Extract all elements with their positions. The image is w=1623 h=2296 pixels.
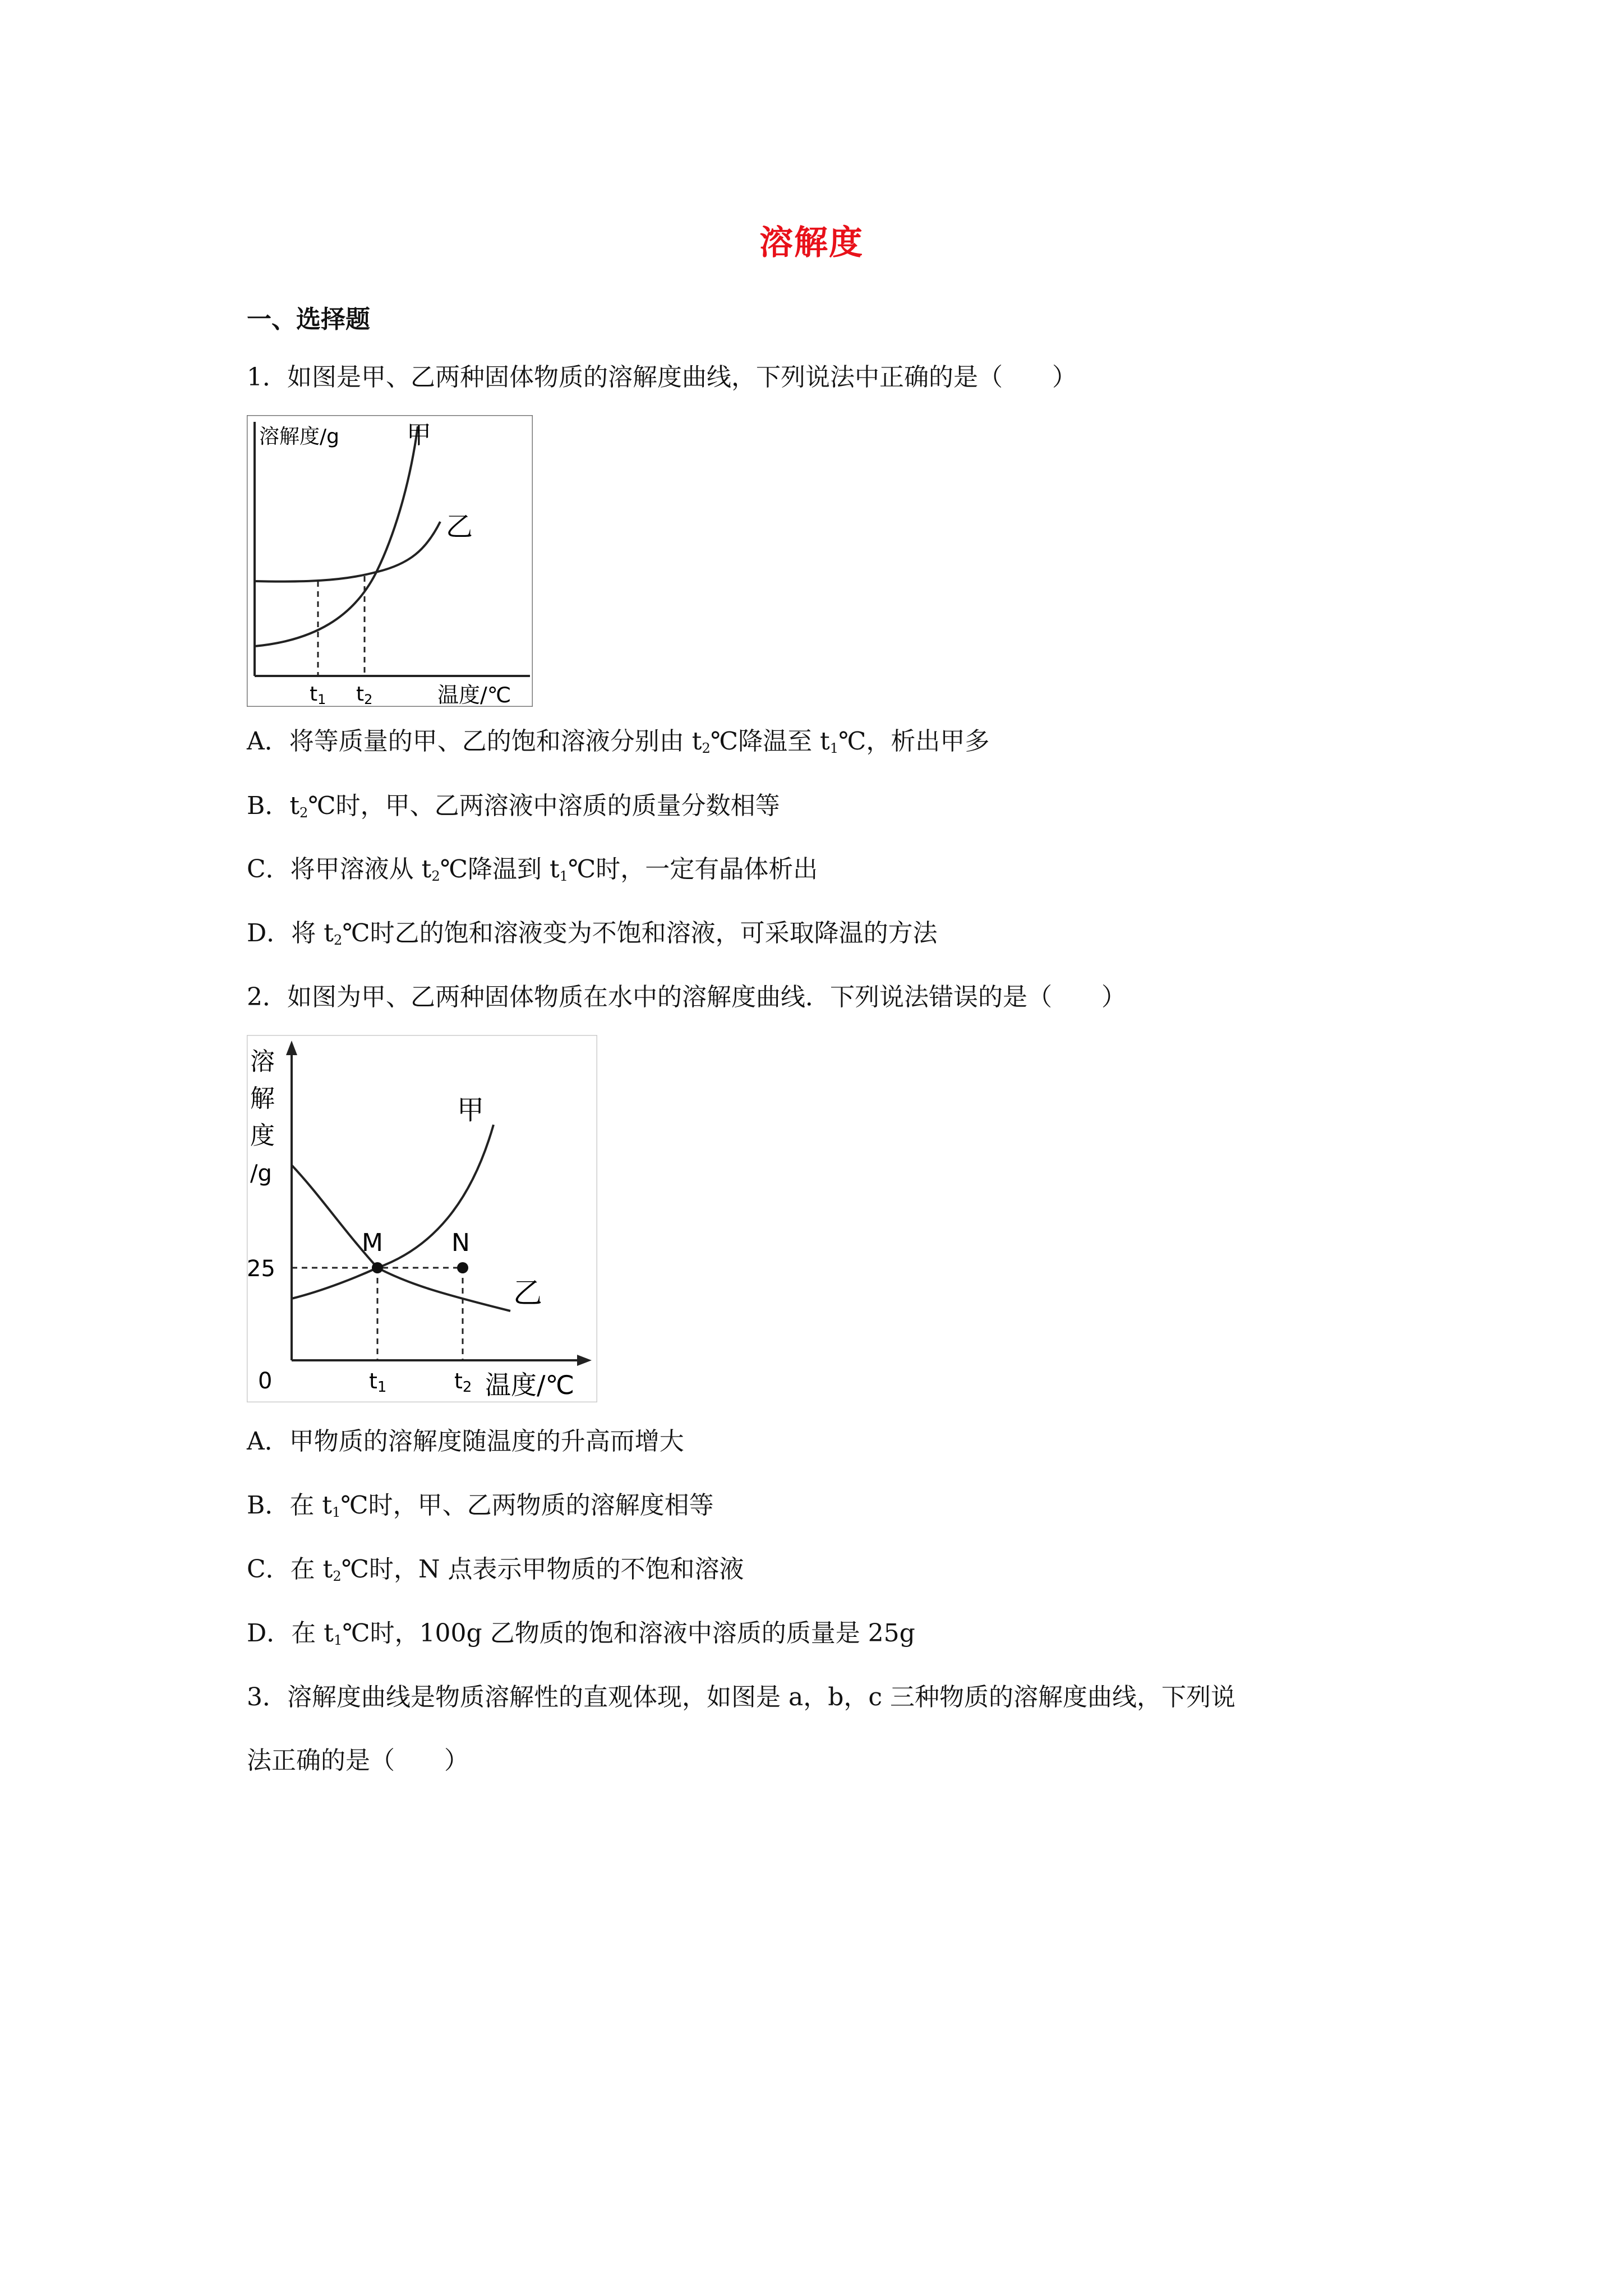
q1-figure-frame (247, 415, 533, 707)
q2-stem: 2．如图为甲、乙两种固体物质在水中的溶解度曲线．下列说法错误的是（ ） (247, 983, 1126, 1011)
section-heading: 一、选择题 (247, 305, 370, 334)
q2-option-c: C．在 $t_2℃$时，N 点表示甲物质的不饱和溶液 (247, 1555, 744, 1585)
q2-t2-label: t2 (454, 1369, 472, 1396)
q1-series-label-yi: 乙 (446, 511, 473, 542)
q1-x-axis-label: 温度/℃ (437, 683, 511, 707)
q2-y-label-char-1: 溶 (250, 1047, 275, 1076)
q2-series-label-jia: 甲 (457, 1094, 485, 1126)
page-title: 溶解度 (759, 223, 864, 263)
q3-stem-line-1: 3．溶解度曲线是物质溶解性的直观体现，如图是 a，b，c 三种物质的溶解度曲线，下列说 (247, 1683, 1236, 1711)
q1-option-a: A．将等质量的甲、乙的饱和溶液分别由 $t_2℃$降温至 $t_1℃$，析出甲多 (247, 727, 990, 757)
q2-y-label-char-2: 解 (250, 1084, 275, 1113)
q2-option-a: A．甲物质的溶解度随温度的升高而增大 (247, 1427, 684, 1456)
q2-option-d: D．在 $t_1℃$时，100g 乙物质的饱和溶液中溶质的质量是 25g (247, 1619, 915, 1649)
q2-origin-label: 0 (258, 1368, 273, 1394)
q1-option-c: C．将甲溶液从 $t_2℃$降温到 $t_1℃$时，一定有晶体析出 (247, 855, 818, 885)
q1-series-label-jia: 甲 (407, 421, 431, 449)
q2-point-n-label: N (451, 1228, 470, 1257)
q2-x-axis-label: 温度/℃ (485, 1370, 575, 1400)
q2-point-n (457, 1262, 468, 1273)
q1-t1-label: t1 (310, 683, 326, 707)
q2-y-tick-25: 25 (247, 1256, 275, 1282)
q1-option-b: B．$t_2℃$时，甲、乙两溶液中溶质的质量分数相等 (247, 792, 780, 821)
q3-stem-line-2: 法正确的是（ ） (247, 1746, 469, 1775)
q2-figure-frame (247, 1035, 597, 1402)
q2-series-label-yi: 乙 (513, 1277, 543, 1310)
q2-solubility-figure (247, 1035, 597, 1402)
q1-t2-label: t2 (356, 683, 373, 707)
q2-t1-label: t1 (369, 1369, 387, 1396)
q2-y-label-char-3: 度 (250, 1121, 275, 1150)
q2-y-label-char-4: /g (250, 1161, 272, 1186)
q1-y-axis-label: 溶解度/g (259, 425, 339, 448)
q1-option-d: D．将 $t_2℃$时乙的饱和溶液变为不饱和溶液，可采取降温的方法 (247, 919, 938, 949)
q2-option-b: B．在 $t_1℃$时，甲、乙两物质的溶解度相等 (247, 1491, 714, 1521)
q1-stem: 1．如图是甲、乙两种固体物质的溶解度曲线，下列说法中正确的是（ ） (247, 363, 1077, 392)
q2-point-m-label: M (362, 1228, 383, 1257)
q2-point-m (372, 1262, 383, 1273)
q1-solubility-figure (247, 415, 533, 707)
